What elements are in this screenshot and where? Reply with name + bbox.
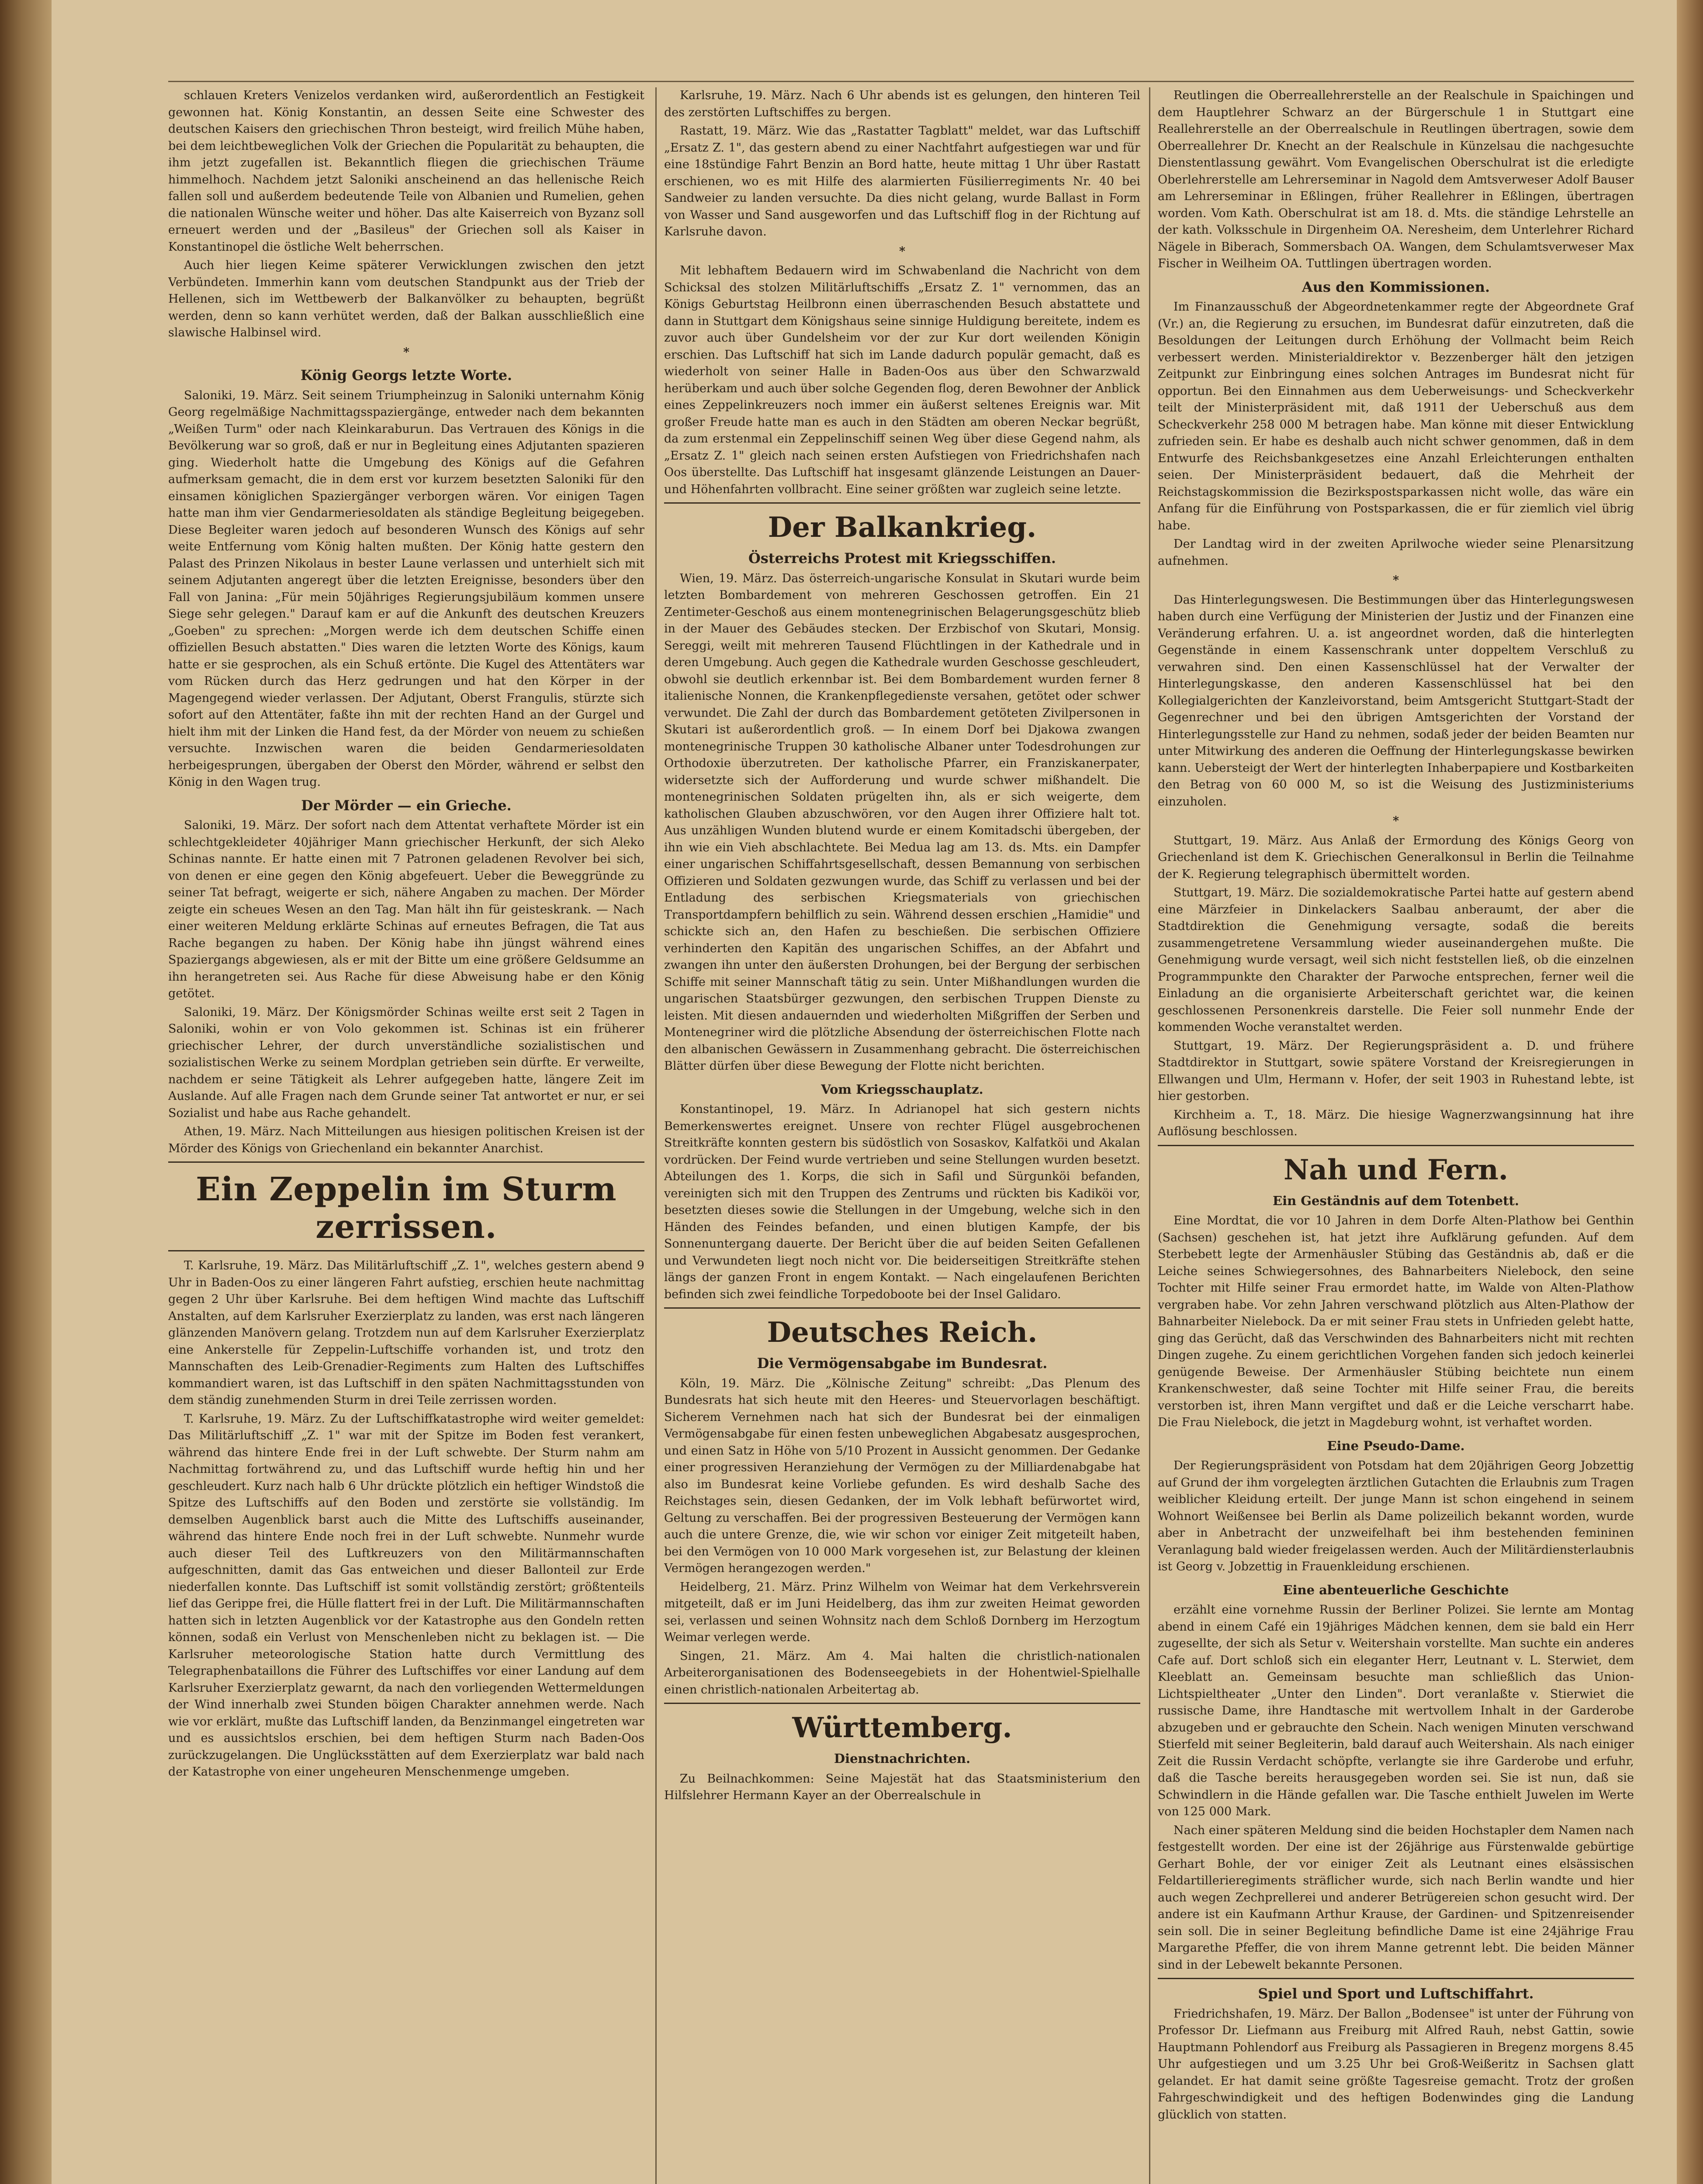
article-paragraph: Im Finanzausschuß der Abgeordnetenkammer regte der Abgeordnete Graf (Vr.) an, die Regierung zu ersuchen, im Bundesrat dafür einzutreten, daß die Besoldungen der Leitungen durch Erhöhung der Vollmacht beim Reich verbessert werden. Ministerialdirektor v. Bezzenberger hält den jetzigen Zeitpunkt zur Einbringung eines solchen Antrages im Bundesrat nicht für opportun. Bei den Einnahmen aus dem Ueberweisungs- und Scheckverkehr teilt der Ministerpräsident mit, daß 1911 der Ueberschuß aus dem Scheckverkehr 258 000 M betragen habe. Man könne mit dieser Entwicklung zufrieden sein. Er habe es deshalb auch nicht schwer genommen, daß in dem Entwurfe des Reichsbankgesetzes eine Anzahl Erleichterungen enthalten seien. Der Ministerpräsident bedauert, daß die Mehrheit der Reichstagskommission die Bezirkspostsparkassen nicht wolle, das wäre ein Anfang für die Einführung von Postsparkassen, die er für ziemlich viel übrig habe.: [1158, 300, 1634, 532]
article-paragraph: Friedrichshafen, 19. März. Der Ballon „Bodensee" ist unter der Führung von Professor Dr. Liefmann aus Freiburg mit Alfred Rauh, nebst Gattin, sowie Hauptmann Pohlendorf aus Freiburg als Passagieren in Bregenz morgens 8.45 Uhr aufgestiegen und um 3.25 Uhr bei Groß-Weißeritz in Sachsen glatt gelandet. Er hat damit seine größte Tagesreise gemacht. Trotz der großen Fahrgeschwindigkeit und des heftigen Bodenwindes ging die Landung glücklich von statten.: [1158, 2007, 1634, 2122]
article-paragraph: Heidelberg, 21. März. Prinz Wilhelm von Weimar hat dem Verkehrsverein mitgeteilt, daß er im Juni Heidelberg, das ihm zur zweiten Heimat geworden sei, verlassen und seinen Wohnsitz nach dem Schloß Dornberg im Herzogtum Weimar verlegen werde.: [664, 1580, 1140, 1644]
article-paragraph: T. Karlsruhe, 19. März. Das Militärluftschiff „Z. 1", welches gestern abend 9 Uhr in Baden-Oos zu einer längeren Fahrt aufstieg, erschien heute nachmittag gegen 2 Uhr über Karlsruhe. Bei dem heftigen Wind machte das Luftschiff Anstalten, auf dem Karlsruher Exerzierplatz zu landen, was erst nach längeren glänzenden Manövern gelang. Trotzdem nun auf dem Karlsruher Exerzierplatz eine Ankerstelle für Zeppelin-Luftschiffe vorhanden ist, und trotz den Mannschaften des Leib-Grenadier-Regiments zum Halten des Luftschiffes kommandiert waren, ist das Luftschiff in den späten Nachmittagsstunden von dem ständig zunehmenden Sturm in drei Teile zerrissen worden.: [168, 1259, 644, 1407]
headline-deutsches-reich: Deutsches Reich.: [767, 1316, 1038, 1349]
headline-kommissionen: Aus den Kommissionen.: [1301, 278, 1490, 295]
article-paragraph: Saloniki, 19. März. Der sofort nach dem Attentat verhaftete Mörder ist ein schlechtgekleideter 40jähriger Mann griechischer Herkunft, der sich Aleko Schinas nannte. Er hatte einen mit 7 Patronen geladenen Revolver bei sich, von denen er eine gegen den König abgefeuert. Ueber die Beweggründe zu seiner Tat befragt, weigerte er sich, nähere Angaben zu machen. Der Mörder zeigte ein scheues Wesen an den Tag. Man hält ihn für geisteskrank. — Nach einer weiteren Meldung erklärte Schinas auf erneutes Befragen, die Tat aus Rache begangen zu haben. Der König habe ihn jüngst während eines Spaziergangs abgewiesen, als er mit der Bitte um eine größere Geldsumme an ihn herangetreten sei. Aus Rache für diese Abweisung habe er den König getötet.: [168, 819, 644, 1000]
page-edge: [1677, 0, 1703, 2184]
article-paragraph: Stuttgart, 19. März. Die sozialdemokratische Partei hatte auf gestern abend eine Märzfeier in Dinkelackers Saalbau anberaumt, der aber die Stadtdirektion die Genehmigung versagte, sodaß die bereits zusammengetretene Versammlung wieder auseinandergehen mußte. Die Genehmigung wurde versagt, weil sich nicht feststellen ließ, ob die einzelnen Programmpunkte den Charakter der Parwoche entsprechen, ferner weil die Einladung an die organisierte Arbeiterschaft gerichtet war, die keinen geschlossenen Personenkreis darstelle. Die Feier soll nunmehr Ende der kommenden Woche veranstaltet werden.: [1158, 886, 1634, 1034]
article-paragraph: Kirchheim a. T., 18. März. Die hiesige Wagnerzwangsinnung hat ihre Auflösung beschlossen.: [1158, 1108, 1634, 1138]
article-paragraph: schlauen Kreters Venizelos verdanken wird, außerordentlich an Festigkeit gewonnen hat. König Konstantin, an dessen Seite eine Schwester des deutschen Kaisers den griechischen Thron besteigt, wird freilich Mühe haben, bei dem leichtbeweglichen Volk der Griechen die Popularität zu behaupten, die ihm jetzt zugefallen ist. Bekanntlich fliegen die griechischen Träume himmelhoch. Nachdem jetzt Saloniki anscheinend an das hellenische Reich fallen soll und außerdem bedeutende Teile von Albanien und Rumelien, gehen die nationalen Wünsche weiter und höher. Das alte Kaiserreich von Byzanz soll erneuert werden und der „Basileus" der Griechen soll als Kaiser in Konstantinopel die östliche Welt beherrschen.: [168, 89, 644, 254]
section-divider: [664, 1703, 1140, 1704]
column-1: [168, 87, 644, 2184]
article-paragraph: Köln, 19. März. Die „Kölnische Zeitung" schreibt: „Das Plenum des Bundesrats hat sich heute mit den Heeres- und Steuervorlagen beschäftigt. Sicherem Vernehmen nach hat sich der Bundesrat bei der einmaligen Vermögensabgabe für einen festen unbeweglichen Abgabesatz ausgesprochen, und einen Satz in Höhe von 5/10 Prozent in Aussicht genommen. Der Gedanke einer progressiven Heranziehung der Vermögen zu der Milliardenabgabe hat also im Bundesrat keine Vorliebe gefunden. Es wird deshalb Sache des Reichstages sein, diesen Gedanken, der im Volk lebhaft befürwortet wird, Geltung zu verschaffen. Bei der progressiven Besteuerung der Vermögen kann auch die untere Grenze, die, wie wir schon vor einiger Zeit mitgeteilt haben, bei den Vermögen von 10 000 Mark vorgesehen ist, zur Belastung der kleinen Vermögen herangezogen werden.": [664, 1376, 1140, 1575]
section-divider: [1158, 1145, 1634, 1146]
headline-vermoegensabgabe: Die Vermögensabgabe im Bundesrat.: [757, 1355, 1048, 1372]
article-paragraph: erzählt eine vornehme Russin der Berliner Polizei. Sie lernte am Montag abend in einem Café ein 19jähriges Mädchen kennen, dem sie bald ein Herr zugesellte, der sich als Setur v. Weitershain vorstellte. Man suchte ein anderes Cafe auf. Dort schloß sich ein eleganter Herr, Leutnant v. L. Sterwiet, dem Kleeblatt an. Gemeinsam besuchte man schließlich das Union-Lichtspieltheater „Unter den Linden". Dort veranlaßte v. Stierwiet die russische Dame, ihre Handtasche mit wertvollem Inhalt in der Garderobe abzugeben und er gebrauchte den Schein. Nach wenigen Minuten verschwand Stierfeld mit seiner Begleiterin, bald darauf auch Weitershain. Als nach einiger Zeit die Russin Verdacht schöpfte, verlangte sie ihre Garderobe und erfuhr, daß die Tasche bereits herausgegeben worden sei. Sie ist nun, daß sie Schwindlern in die Hände gefallen war. Die Tasche enthielt Juwelen im Werte von 125 000 Mark.: [1158, 1603, 1634, 1818]
article-paragraph: Singen, 21. März. Am 4. Mai halten die christlich-nationalen Arbeiterorganisationen des Bodenseegebiets in der Hohentwiel-Spielhalle einen christlich-nationalen Arbeitertag ab.: [664, 1649, 1140, 1697]
section-divider: [664, 1307, 1140, 1309]
separator-star: *: [1392, 814, 1399, 828]
section-divider: [664, 502, 1140, 504]
headline-georg: König Georgs letzte Worte.: [300, 367, 512, 384]
headline-balkankrieg: Der Balkankrieg.: [768, 511, 1037, 544]
headline-moerder: Der Mörder — ein Grieche.: [301, 797, 512, 814]
article-paragraph: Mit lebhaftem Bedauern wird im Schwabenland die Nachricht von dem Schicksal des stolzen Militärluftschiffs „Ersatz Z. 1" vernommen, das an Königs Geburtstag Heilbronn einen überraschenden Besuch abstattete und dann in Stuttgart dem Königshaus seine sinnige Huldigung bereitete, indem es zuvor auch über Gundelsheim vor der zur Kur dort weilenden Königin erschien. Das Luftschiff hat sich im Lande dadurch populär gemacht, daß es wiederholt von seiner Halle in Baden-Oos aus über den Schwarzwald herüberkam und auch über solche Gegenden flog, deren Bewohner der Anblick eines Zeppelinkreuzers noch immer ein äußerst seltenes Ereignis war. Mit großer Freude hatte man es auch in den Städten am oberen Neckar begrüßt, da zum erstenmal ein Zeppelinschiff seinen Weg über diese Gegend nahm, als „Ersatz Z. 1" gleich nach seinen ersten Aufstiegen von Friedrichshafen nach Oos überstellte. Das Luftschiff hat insgesamt glänzende Leistungen an Dauer- und Höhenfahrten vollbracht. Eine seiner größten war zugleich seine letzte.: [664, 264, 1140, 496]
headline-pseudo-dame: Eine Pseudo-Dame.: [1327, 1438, 1465, 1453]
headline-abenteuer: Eine abenteuerliche Geschichte: [1283, 1582, 1509, 1597]
column-3: [1158, 87, 1634, 2184]
article-paragraph: Saloniki, 19. März. Seit seinem Triumpheinzug in Saloniki unternahm König Georg regelmäßige Nachmittagsspaziergänge, entweder nach dem bekannten „Weißen Turm" oder nach Kleinkaraburun. Das Vertrauen des Königs in die Bevölkerung war so groß, daß er nur in Begleitung eines Adjutanten spazieren ging. Wiederholt hatte die Umgebung des Königs auf die Gefahren aufmerksam gemacht, die in dem erst vor kurzem besetzten Saloniki für den einsamen königlichen Spaziergänger verborgen wären. Vor einigen Tagen hatte man ihm vier Gendarmeriesoldaten als ständige Begleitung beigegeben. Diese Begleiter waren jedoch auf besonderen Wunsch des Königs auf sehr weite Entfernung vom König halten mußten. Der König hatte gestern den Palast des Prinzen Nikolaus in bester Laune verlassen und unterhielt sich mit seinem Adjutanten angeregt über die letzten Ereignisse, besonders über den Fall von Janina: „Für mein 50jähriges Regierungsjubiläum kommen unsere Siege sehr gelegen." Darauf kam er auf die Ankunft des deutschen Kreuzers „Goeben" zu sprechen: „Morgen werde ich dem deutschen Schiffe einen offiziellen Besuch abstatten." Dies waren die letzten Worte des Königs, kaum hatte er sie gesprochen, als ein Schuß ertönte. Die Kugel des Attentäters war vom Rücken durch das Herz gedrungen und hat den Körper in der Magengegend wieder verlassen. Der Adjutant, Oberst Frangulis, stürzte sich sofort auf den Attentäter, faßte ihn mit der rechten Hand an der Gurgel und hielt ihm mit der Linken die Hand fest, da der Mörder von neuem zu schießen versuchte. Inzwischen waren die beiden Gendarmeriesoldaten herbeigesprungen, übergaben der Oberst den Mörder, während er selbst den König in den Wagen trug.: [168, 388, 644, 789]
column-2: [664, 87, 1140, 2184]
article-paragraph: Athen, 19. März. Nach Mitteilungen aus hiesigen politischen Kreisen ist der Mörder des Königs von Griechenland ein bekannter Anarchist.: [168, 1125, 644, 1155]
article-paragraph: Stuttgart, 19. März. Aus Anlaß der Ermordung des Königs Georg von Griechenland ist dem K. Griechischen Generalkonsul in Berlin die Teilnahme der K. Regierung telegraphisch übermittelt worden.: [1158, 833, 1634, 881]
column-rule-2: [1149, 87, 1150, 2184]
article-paragraph: Der Landtag wird in der zweiten Aprilwoche wieder seine Plenarsitzung aufnehmen.: [1158, 537, 1634, 568]
article-paragraph: T. Karlsruhe, 19. März. Zu der Luftschiffkatastrophe wird weiter gemeldet: Das Militärluftschiff „Z. 1" war mit der Spitze im Boden fest verankert, während das hintere Ende frei in der Luft schwebte. Der Sturm nahm am Nachmittag fortwährend zu, und das Luftschiff wurde heftig hin und her geschleudert. Kurz nach halb 6 Uhr drückte plötzlich ein heftiger Windstoß die Spitze des Luftschiffs auf den Boden und zerstörte sie vollständig. Im demselben Augenblick barst auch die Mitte des Luftschiffs auseinander, während das hintere Ende noch frei in der Luft schwebte. Nunmehr wurde auch dieser Teil des Luftkreuzers von den Militärmannschaften aufgeschnitten, damit das Gas entweichen und dieser Ballonteil zur Erde niederfallen konnte. Das Luftschiff ist somit vollständig zerstört; größtenteils lief das Gerippe frei, die Hülle flattert frei in der Luft. Die Militärmannschaften hatten sich in letzten Augenblick vor der Katastrophe aus den Gondeln retten können, sodaß ein Verlust von Menschenleben nicht zu beklagen ist. — Die Karlsruher meteorologische Station hatte durch Vermittlung des Telegraphenbataillons die Führer des Luftschiffes vor einer Landung auf dem Karlsruher Exerzierplatz gewarnt, da nach den vorliegenden Wettermeldungen der Wind innerhalb zwei Stunden böigen Charakter annehmen werde. Nach wie vor erklärt, mußte das Luftschiff landen, da Benzinmangel eingetreten war und es aussichtslos erschien, bei dem heftigen Sturm nach Baden-Oos zurückzugelangen. Die Unglücksstätten auf dem Exerzierplatz war bald nach der Katastrophe von einer ungeheuren Menschenmenge umgeben.: [168, 1412, 644, 1779]
separator-star: *: [899, 244, 906, 258]
top-rule: [168, 81, 1634, 82]
article-paragraph: Wien, 19. März. Das österreich-ungarische Konsulat in Skutari wurde beim letzten Bombardement von mehreren Geschossen getroffen. Ein 21 Zentimeter-Geschoß aus einem montenegrinischen Belagerungsgeschütz blieb in der Mauer des Gebäudes stecken. Der Erzbischof von Skutari, Monsig. Sereggi, weilt mit mehreren Tausend Flüchtlingen in der Kathedrale und in deren Umgebung. Auch gegen die Kathedrale wurden Geschosse geschleudert, obwohl sie deutlich erkennbar ist. Bei dem Bombardement wurden ferner 8 italienische Nonnen, die Krankenpflegedienste versahen, getötet oder schwer verwundet. Die Zahl der durch das Bombardement getöteten Zivilpersonen in Skutari ist außerordentlich groß. — In einem Dorf bei Djakowa zwangen montenegrinische Truppen 30 katholische Albaner unter Todesdrohungen zur Orthodoxie überzutreten. Der katholische Pfarrer, ein Franziskanerpater, widersetzte sich der Aufforderung und wurde schwer mißhandelt. Die montenegrinischen Soldaten prügelten ihn, als er sich weigerte, dem katholischen Glauben abzuschwören, vor den Augen ihrer Offiziere halt tot. Aus unzähligen Wunden blutend wurde er einem Komitadschi übergeben, der ihn wie ein Vieh abschlachtete. Bei Medua lag am 13. ds. Mts. ein Dampfer einer ungarischen Schiffahrtsgesellschaft, dessen Bemannung von serbischen Offizieren und Soldaten gezwungen wurde, das Schiff zu verlassen und bei der Entladung des serbischen Kriegsmaterials von griechischen Transportdampfern behilflich zu sein. Während dessen erschien „Hamidie" und schickte sich an, den Hafen zu beschießen. Die serbischen Offiziere verhinderten den Kapitän des ungarischen Schiffes, an der Abfahrt und zwangen ihn unter den äußersten Drohungen, bei der Bergung der serbischen Schiffe mit seiner Mannschaft tätig zu sein. Unter Mißhandlungen wurden die ungarischen Staatsbürger gezwungen, den serbischen Truppen Dienste zu leisten. Mit diesen andauernden und wiederholten Mißgriffen der Serben und Montenegriner wird die plötzliche Absendung der österreichischen Flotte nach den albanischen Gewässern in Zusammenhang gebracht. Die österreichischen Blätter dürfen über diese Bewegung der Flotte nicht berichten.: [664, 571, 1140, 1073]
headline-wuerttemberg: Württemberg.: [792, 1711, 1012, 1744]
article-paragraph: Reutlingen die Oberreallehrerstelle an der Realschule in Spaichingen und dem Hauptlehrer Schwarz an der Bürgerschule 1 in Stuttgart eine Reallehrerstelle an der Oberrealschule in Reutlingen übertragen, sowie dem Oberreallehrer Dr. Knecht an der Realschule in Künzelsau die nachgesuchte Dienstentlassung gewährt. Vom Evangelischen Oberschulrat ist die erledigte Oberlehrerstelle am Lehrerseminar in Nagold dem Amtsverweser Adolf Bauser am Lehrerseminar in Eßlingen, früher Reallehrer in Eßlingen, übertragen worden. Vom Kath. Oberschulrat ist am 18. d. Mts. die ständige Lehrstelle an der kath. Volksschule in Dirgenheim OA. Neresheim, dem Unterlehrer Richard Nägele in Biberach, Sommersbach OA. Wangen, dem Schulamtsverweser Max Fischer in Weilheim OA. Tuttlingen übertragen worden.: [1158, 89, 1634, 270]
section-divider: [168, 1250, 644, 1251]
section-divider: [1158, 1978, 1634, 1979]
book-spine: [0, 0, 52, 2184]
article-paragraph: Rastatt, 19. März. Wie das „Rastatter Tagblatt" meldet, war das Luftschiff „Ersatz Z. 1", das gestern abend zu einer Nachtfahrt aufgestiegen war und für eine 18stündige Fahrt Benzin an Bord hatte, heute mittag 1 Uhr über Rastatt erschienen, wo es mit Hilfe des alarmierten Füsilierregiments Nr. 40 bei Sandweier zu landen versuchte. Da dies nicht gelang, wurde Ballast in Form von Wasser und Sand ausgeworfen und das Luftschiff flog in der Richtung auf Karlsruhe davon.: [664, 124, 1140, 238]
article-paragraph: Zu Beilnachkommen: Seine Majestät hat das Staatsministerium den Hilfslehrer Hermann Kayer an der Oberrealschule in: [664, 1772, 1140, 1802]
article-paragraph: Der Regierungspräsident von Potsdam hat dem 20jährigen Georg Jobzettig auf Grund der ihm vorgelegten ärztlichen Gutachten die Erlaubnis zum Tragen weiblicher Kleidung erteilt. Der junge Mann ist schon eingehend in seinem Wohnort Weißensee bei Berlin als Dame polizeilich bekannt worden, wurde aber in Anbetracht der unzweifelhaft bei ihm bestehenden femininen Veranlagung bald wieder freigelassen werden. Auch der Militärdiensterlaubnis ist Georg v. Jobzettig in Frauenkleidung erschienen.: [1158, 1459, 1634, 1573]
headline-nah-und-fern: Nah und Fern.: [1283, 1153, 1509, 1186]
article-paragraph: Stuttgart, 19. März. Der Regierungspräsident a. D. und frühere Stadtdirektor in Stuttgart, sowie spätere Vorstand der Kreisregierungen in Ellwangen und Ulm, Hermann v. Hofer, der seit 1903 in Ruhestand lebte, ist hier gestorben.: [1158, 1039, 1634, 1103]
headline-kriegsschauplatz: Vom Kriegsschauplatz.: [821, 1082, 983, 1097]
separator-star: *: [403, 345, 410, 359]
article-paragraph: Auch hier liegen Keime späterer Verwicklungen zwischen den jetzt Verbündeten. Immerhin kann vom deutschen Standpunkt aus der Trieb der Hellenen, sich im Wettbewerb der Balkanvölker zu behaupten, begrüßt werden, denn so kann verhütet werden, daß der Balkan ausschließlich eine slawische Halbinsel wird.: [168, 259, 644, 339]
article-paragraph: Konstantinopel, 19. März. In Adrianopel hat sich gestern nichts Bemerkenswertes ereignet. Unsere von rechter Flügel ausgebrochenen Streitkräfte konnten gestern bis südöstlich von Sosaskov, Kalfatköi und Akalan vordrücken. Der Feind wurde vertrieben und seine Stellungen wurden besetzt. Abteilungen des 1. Korps, die sich in Safil und Sürgunköi befanden, vereinigten sich mit den Truppen des Zentrums und rückten bis Kadiköi vor, besetzten dieses sowie die Stellungen in der Umgebung, welche sich in den Händen des Feindes befanden, und einen blutigen Kampfe, der bis Sonnenuntergang dauerte. Der Bericht über die auf beiden Seiten Gefallenen und Verwundeten liegt noch nicht vor. Die beiderseitigen Streitkräfte stehen längs der ganzen Front in engem Kontakt. — Nach eingelaufenen Berichten befinden sich zwei feindliche Torpedoboote bei der Insel Galidaro.: [664, 1102, 1140, 1301]
section-divider: [168, 1161, 644, 1163]
headline-spiel-sport: Spiel und Sport und Luftschiffahrt.: [1258, 1985, 1534, 2002]
article-paragraph: Eine Mordtat, die vor 10 Jahren in dem Dorfe Alten-Plathow bei Genthin (Sachsen) geschehen ist, hat jetzt ihre Aufklärung gefunden. Auf dem Sterbebett legte der Armenhäusler Stübing das Geständnis ab, daß er die Leiche seines Schwiegersohnes, des Bahnarbeiters Nielebock, den seine Tochter mit Hilfe seiner Frau ermordet hatte, im Walde von Alten-Plathow vergraben habe. Vor zehn Jahren verschwand plötzlich aus Alten-Plathow der Bahnarbeiter Nielebock. Da er mit seiner Frau stets in Unfrieden gelebt hatte, ging das Gerücht, daß das Verschwinden des Bahnarbeiters nicht mit rechten Dingen zugehe. Zu einem gerichtlichen Vorgehen fanden sich jedoch keinerlei genügende Beweise. Der Armenhäusler Stübing beichtete nun einem Krankenschwester, daß seine Tochter mit Hilfe seiner Frau, die bereits verstorben ist, ihren Mann vergiftet und daß er die Leiche verscharrt habe. Die Frau Nielebock, die jetzt in Magdeburg wohnt, ist verhaftet worden.: [1158, 1214, 1634, 1429]
headline-zeppelin: Ein Zeppelin im Sturm zerrissen.: [196, 1171, 617, 1246]
separator-star: *: [1392, 574, 1399, 587]
headline-protest: Österreichs Protest mit Kriegsschiffen.: [748, 550, 1056, 567]
article-paragraph: Nach einer späteren Meldung sind die beiden Hochstapler dem Namen nach festgestellt worden. Der eine ist der 26jährige aus Fürstenwalde gebürtige Gerhart Bohle, der vor einiger Zeit als Leutnant eines elsässischen Feldartillerieregiments sträflicher wurde, sich nach Berlin wandte und hier auch wegen Zechprellerei und anderer Betrügereien schon gesucht wird. Der andere ist ein Kaufmann Arthur Krause, der Gardinen- und Spitzenreisender sein soll. Die in seiner Begleitung befindliche Dame ist eine 24jährige Frau Margarethe Pfeffer, die von ihrem Manne getrennt lebt. Die beiden Männer sind in der Lebewelt bekannte Personen.: [1158, 1823, 1634, 1972]
article-paragraph: Saloniki, 19. März. Der Königsmörder Schinas weilte erst seit 2 Tagen in Saloniki, wohin er von Volo gekommen ist. Schinas ist ein früherer griechischer Lehrer, der durch unverständliche sozialistischen und sozialistischen Werke zu seinem Mordplan getrieben sein dürfte. Er verweilte, nachdem er seine Tätigkeit als Lehrer aufgegeben hatte, längere Zeit im Auslande. Auf alle Fragen nach dem Grunde seiner Tat antwortet er nur, er sei Sozialist und habe aus Rache gehandelt.: [168, 1005, 644, 1120]
headline-gestaendnis: Ein Geständnis auf dem Totenbett.: [1272, 1193, 1519, 1208]
article-paragraph: Das Hinterlegungswesen. Die Bestimmungen über das Hinterlegungswesen haben durch eine Verfügung der Ministerien der Justiz und der Finanzen eine Veränderung erfahren. U. a. ist angeordnet worden, daß die hinterlegten Gegenstände in einem Kassenschrank unter doppeltem Verschluß zu verwahren sind. Den einen Kassenschlüssel hat der Verwalter der Hinterlegungskasse, den anderen Kassenschlüssel hat bei den Kollegialgerichten der Kanzleivorstand, beim Amtsgericht Stuttgart-Stadt der Gegenrechner und bei den übrigen Amtsgerichten der Vorstand der Hinterlegungsstelle zur Hand zu nehmen, sodaß jeder der beiden Beamten nur unter Mitwirkung des anderen die Oeffnung der Hinterlegungskasse bewirken kann. Uebersteigt der Wert der hinterlegten Inhaberpapiere und Kostbarkeiten den Betrag von 60 000 M, so ist die Weisung des Justizministeriums einzuholen.: [1158, 593, 1634, 809]
headline-dienstnachrichten: Dienstnachrichten.: [834, 1751, 971, 1766]
article-paragraph: Karlsruhe, 19. März. Nach 6 Uhr abends ist es gelungen, den hinteren Teil des zerstörten Luftschiffes zu bergen.: [664, 89, 1140, 119]
column-rule-1: [655, 87, 657, 2184]
